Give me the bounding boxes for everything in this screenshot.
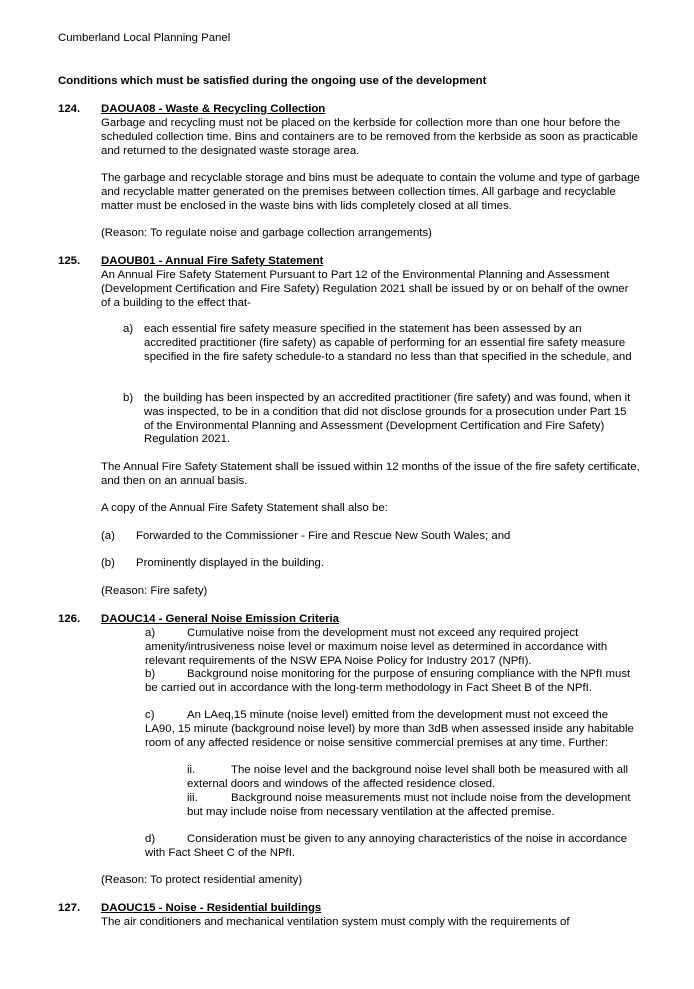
condition-126-item-c	[145, 709, 635, 750]
condition-126-item-c-marker: c)	[145, 709, 155, 721]
condition-126-item-d-marker: d)	[145, 833, 156, 845]
condition-124-paragraph-2: The garbage and recyclable storage and bins must be adequate to contain the volume and type of garbage and recyclable matter generated on the premises between collection times. All garbage and recyclable matter must be enclosed in the waste bins with lids completely closed at all times.	[101, 172, 640, 212]
condition-127-paragraph-1: The air conditioners and mechanical ventilation system must comply with the requirements of	[101, 916, 570, 928]
condition-125-item-b-text: the building has been inspected by an accredited practitioner (fire safety) and was found, when it was inspected, to be in a condition that did not disclose grounds for a prosecution under Part 15 of the Environmental Planning and Assessment (Development Certification and Fire Safety) Regulation 2021.	[144, 392, 631, 446]
condition-126-item-b	[145, 668, 635, 696]
condition-126-item-ii-text: The noise level and the background noise level shall both be measured with all external doors and windows of the affected residence closed.	[187, 764, 629, 790]
condition-125-item-a-marker: a)	[123, 323, 134, 335]
condition-126-item-b-marker: b)	[145, 668, 156, 680]
condition-126-item-a-text: Cumulative noise from the development must not exceed any required project amenity/intrusiveness noise level or maximum noise level as determined in accordance with relevant requirements of the NSW EPA Noise Policy for Industry 2017 (NPfI).	[145, 627, 608, 667]
condition-125-item-b-marker: b)	[123, 392, 134, 404]
condition-126-title: DAOUC14 - General Noise Emission Criteria	[101, 613, 340, 625]
condition-124-number: 124.	[58, 103, 81, 115]
condition-127-title: DAOUC15 - Noise - Residential buildings	[101, 902, 322, 914]
condition-125-reason: (Reason: Fire safety)	[101, 585, 208, 597]
condition-126-item-iii-text: Background noise measurements must not include noise from the development but may include noise from necessary ventilation at the affected premise.	[187, 792, 631, 818]
condition-125-title: DAOUB01 - Annual Fire Safety Statement	[101, 255, 324, 267]
condition-126-item-b-text: Background noise monitoring for the purpose of ensuring compliance with the NPfI must be carried out in accordance with the long-term methodology in Fact Sheet B of the NPfI.	[145, 668, 631, 694]
condition-125-number: 125.	[58, 255, 81, 267]
condition-126-item-d-text: Consideration must be given to any annoying characteristics of the noise in accordance with Fact Sheet C of the NPfI.	[145, 833, 628, 859]
condition-125-list-a-text: Forwarded to the Commissioner - Fire and Rescue New South Wales; and	[136, 530, 511, 542]
section-heading: Conditions which must be satisfied during the ongoing use of the development	[58, 75, 487, 87]
condition-126-item-c-text: An LAeq,15 minute (noise level) emitted from the development must not exceed the LA90, 15 minute (background noise level) by more than 3dB when assessed inside any habitable room of any affected residence or noise sensitive commercial premises at any time. Further:	[145, 709, 634, 749]
condition-126-number: 126.	[58, 613, 81, 625]
condition-126-item-iii	[187, 792, 635, 820]
condition-125-paragraph-1: An Annual Fire Safety Statement Pursuant to Part 12 of the Environmental Planning and Assessment (Development Certification and Fire Safety) Regulation 2021 shall be issued by or on behalf of the owner of a building to the effect that-	[101, 269, 629, 309]
condition-126-item-a	[145, 627, 635, 668]
condition-125-paragraph-3: A copy of the Annual Fire Safety Statement shall also be:	[101, 502, 388, 514]
condition-124-reason: (Reason: To regulate noise and garbage collection arrangements)	[101, 227, 432, 239]
condition-126-item-d	[145, 833, 635, 861]
condition-125-list-b-text: Prominently displayed in the building.	[136, 557, 325, 569]
condition-124-title: DAOUA08 - Waste & Recycling Collection	[101, 103, 326, 115]
condition-126-item-iii-marker: iii.	[187, 792, 198, 804]
page-header: Cumberland Local Planning Panel	[58, 32, 231, 44]
condition-125-list-a-marker: (a)	[101, 530, 115, 542]
condition-125-paragraph-2: The Annual Fire Safety Statement shall be issued within 12 months of the issue of the fire safety certificate, and then on an annual basis.	[101, 461, 640, 487]
condition-126-item-ii-marker: ii.	[187, 764, 196, 776]
condition-125-item-a-text: each essential fire safety measure specified in the statement has been assessed by an accredited practitioner (fire safety) as capable of performing for an essential fire safety measure specified in the fire safety schedule-to a standard no less than that specified in the schedule, and	[144, 323, 632, 363]
condition-125-list-b-marker: (b)	[101, 557, 115, 569]
condition-126-item-ii	[187, 764, 635, 792]
condition-126-item-a-marker: a)	[145, 627, 156, 639]
condition-127-number: 127.	[58, 902, 81, 914]
condition-124-paragraph-1: Garbage and recycling must not be placed on the kerbside for collection more than one hour before the scheduled collection time. Bins and containers are to be removed from the kerbside as soon as practicable and returned to the designated waste storage area.	[101, 117, 638, 157]
condition-126-reason: (Reason: To protect residential amenity)	[101, 874, 303, 886]
